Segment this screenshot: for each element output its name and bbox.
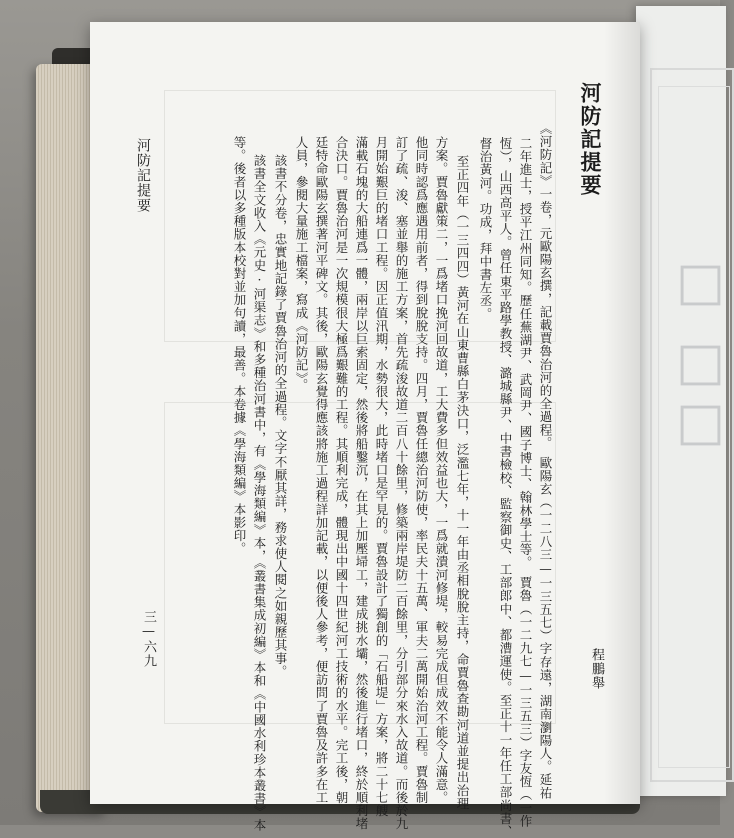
text-column: 人員，參閱大量施工檔案，寫成《河防記》。	[294, 136, 309, 392]
author-name: 程鵬舉	[589, 648, 604, 690]
text-column: 方案。賈魯獻策二，一爲堵口挽河回故道，工大費多但效益也大，一爲就潰河修堤，較易完成但成效不能令人滿意。	[434, 136, 449, 805]
text-column: 《河防記》一卷，元歐陽玄撰，記載賈魯治河的全過程。 歐陽玄（一二八三—一三五七）字存遠，湖南瀏陽人。延祐	[538, 122, 553, 800]
facing-page-ghost-glyph: □	[676, 252, 726, 312]
text-column: 督治黃河。功成，拜中書左丞。	[478, 137, 493, 321]
text-column: 恆），山西高平人。曾任東平路學教授、潞城縣尹、中書檢校、監察御史、工部郎中、都漕運使。至正十一年任工部尚書、	[498, 137, 513, 838]
facing-page-ghost-glyph: □	[676, 392, 726, 452]
text-column: 二年進士，授平江州同知。歷任蕪湖尹、武岡尹、國子博士、翰林學士等。 賈魯（一二九七—一三五三）字友恆（一作	[518, 137, 533, 828]
text-column: 合決口。賈魯治河是一次規模很大極爲艱難的工程。其順利完成，體現出中國十四世紀河工技術的水平。完工後，朝	[334, 136, 349, 805]
gutter-shadow	[604, 22, 640, 804]
text-column: 該書全文收入《元史·河渠志》和多種治河書中，有《學海類編》本，《叢書集成初編》本和《中國水利珍本叢書》本	[252, 154, 267, 832]
text-column: 他同時認爲應遇用前者，得到脫脫支持。四月，賈魯任總治河防使，率民夫十五萬、軍夫二萬開始治河工程。賈魯制	[414, 136, 429, 805]
page-number: 三—六九	[141, 610, 156, 668]
running-head: 河防記提要	[135, 138, 151, 213]
text-column: 廷特命歐陽玄撰著河平碑文。其後，歐陽玄覺得應該將施工過程詳加記載，以便後人參考，便訪問了賈魯及許多在工	[314, 136, 329, 805]
text-column: 訂了疏、浚、塞並舉的施工方案，首先疏浚故道二百八十餘里，修築兩岸堤防二百餘里，分引部分來水入故道。而後於九	[394, 136, 409, 831]
text-column: 滿載石塊的大船連爲一體，兩岸以巨索固定，然後將船鑿沉，在其上加壓埽工，建成挑水壩，然後進行堵口，終於順利堵	[354, 136, 369, 831]
text-column: 至正四年（一三四四）黃河在山東曹縣白茅決口，泛濫七年，十一年由丞相脫脫主持，命賈魯查勘河道並提出治理	[455, 155, 470, 810]
text-column: 等。後者以多種版本校對並加句讀，最善。本卷據《學海類編》本影印。	[232, 136, 247, 556]
text-column: 月開始艱巨的堵口工程。因正值汛期，水勢很大，此時堵口是罕見的。賈魯設計了獨創的「石船堤」方案，將二十七艘	[374, 136, 389, 818]
facing-page-ghost-glyph: □	[676, 332, 726, 392]
page-title: 河防記提要	[578, 82, 603, 197]
facing-page	[636, 6, 726, 796]
text-column: 該書不分卷，忠實地記錄了賈魯治河的全過程。文字不厭其詳，務求使人閱之如親歷其事。	[273, 154, 288, 678]
